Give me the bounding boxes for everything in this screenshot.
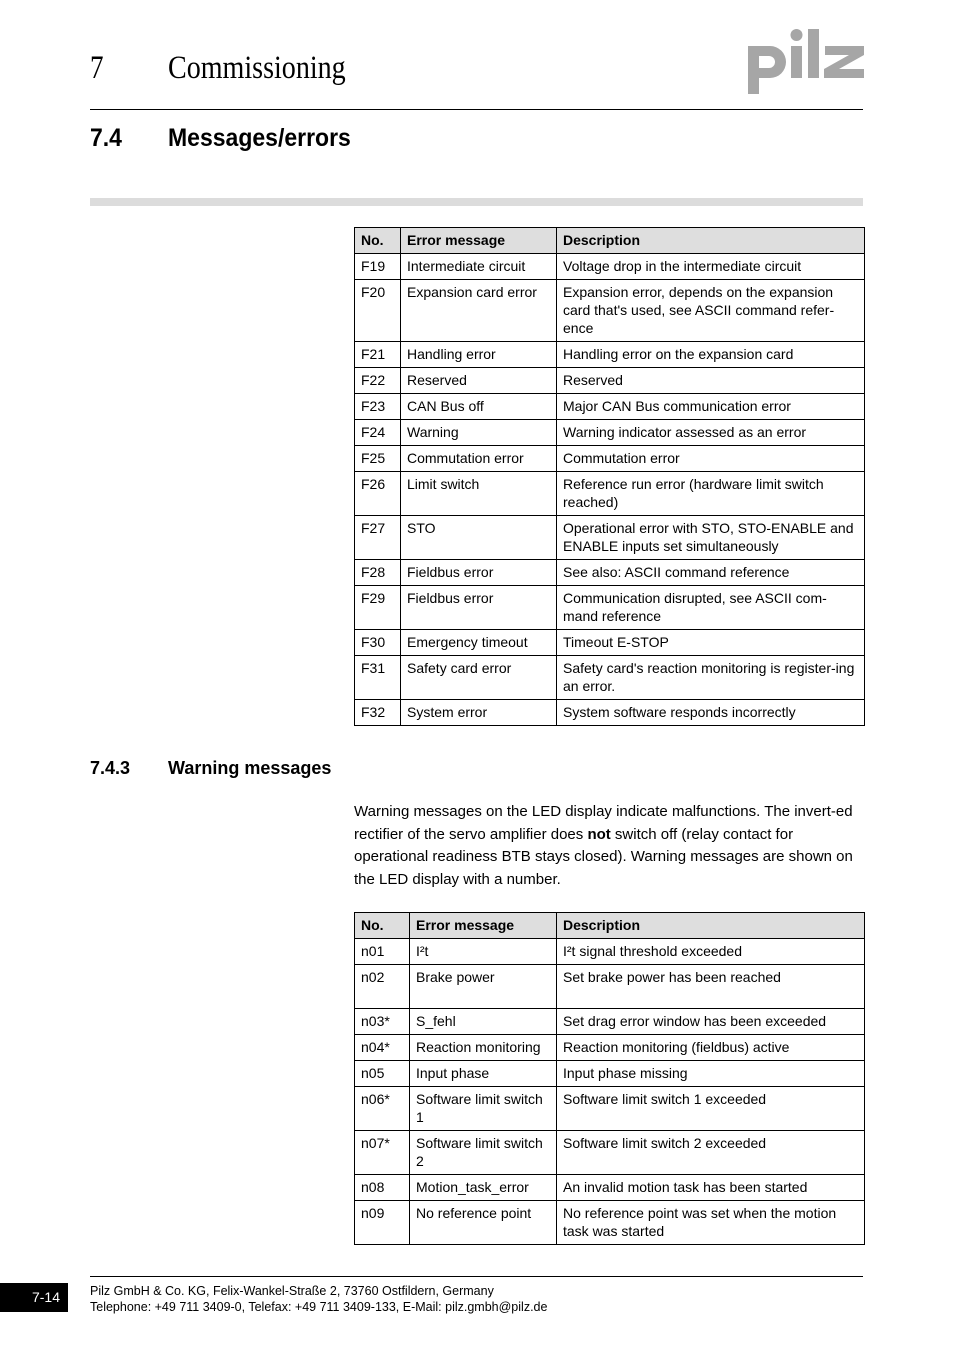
cell-no: F22 <box>355 368 401 394</box>
table-row <box>355 1009 865 1035</box>
cell-error-message: Safety card error <box>401 656 557 700</box>
cell-no: F26 <box>355 472 401 516</box>
cell-no: n07* <box>355 1131 410 1175</box>
cell-no: F25 <box>355 446 401 472</box>
cell-description: Safety card's reaction monitoring is register-ing an error. <box>557 656 865 700</box>
column-header-error-message: Error message <box>410 913 557 939</box>
table-row <box>355 630 865 656</box>
cell-error-message: Software limit switch 1 <box>410 1087 557 1131</box>
section-band <box>90 198 863 206</box>
table-row <box>355 656 865 700</box>
cell-error-message: Commutation error <box>401 446 557 472</box>
cell-error-message: Input phase <box>410 1061 557 1087</box>
cell-no: F32 <box>355 700 401 726</box>
table-row <box>355 965 865 1009</box>
subsection-number: 7.4.3 <box>90 758 131 778</box>
table-row <box>355 1131 865 1175</box>
cell-description: An invalid motion task has been started <box>557 1175 865 1201</box>
cell-error-message: Expansion card error <box>401 280 557 342</box>
table-row <box>355 368 865 394</box>
column-header-no: No. <box>355 913 410 939</box>
cell-no: n01 <box>355 939 410 965</box>
cell-no: n09 <box>355 1201 410 1245</box>
cell-error-message: Motion_task_error <box>410 1175 557 1201</box>
cell-description: Major CAN Bus communication error <box>557 394 865 420</box>
chapter-number: 7 <box>90 50 104 86</box>
cell-description: Warning indicator assessed as an error <box>557 420 865 446</box>
table-row <box>355 280 865 342</box>
cell-description: Voltage drop in the intermediate circuit <box>557 254 865 280</box>
header-divider <box>90 109 863 110</box>
cell-error-message: Reaction monitoring <box>410 1035 557 1061</box>
table-row <box>355 446 865 472</box>
cell-no: F27 <box>355 516 401 560</box>
column-header-description: Description <box>557 913 865 939</box>
chapter-title: Commissioning <box>168 50 346 86</box>
warning-table <box>354 912 865 1245</box>
table-row <box>355 1061 865 1087</box>
cell-error-message: No reference point <box>410 1201 557 1245</box>
column-header-error-message: Error message <box>401 228 557 254</box>
cell-description: System software responds incorrectly <box>557 700 865 726</box>
section-number: 7.4 <box>90 124 122 152</box>
pilz-logo-icon <box>746 28 866 96</box>
cell-description: Expansion error, depends on the expansion card that's used, see ASCII command refer-ence <box>557 280 865 342</box>
table-header-row <box>355 228 865 254</box>
cell-no: n02 <box>355 965 410 1009</box>
cell-no: F19 <box>355 254 401 280</box>
cell-error-message: Emergency timeout <box>401 630 557 656</box>
cell-description: Reserved <box>557 368 865 394</box>
error-table <box>354 227 865 726</box>
table-row <box>355 1035 865 1061</box>
table-row <box>355 516 865 560</box>
cell-no: n05 <box>355 1061 410 1087</box>
cell-no: F24 <box>355 420 401 446</box>
cell-error-message: CAN Bus off <box>401 394 557 420</box>
cell-description: Operational error with STO, STO-ENABLE and ENABLE inputs set simultaneously <box>557 516 865 560</box>
cell-error-message: System error <box>401 700 557 726</box>
cell-error-message: I²t <box>410 939 557 965</box>
cell-no: F29 <box>355 586 401 630</box>
cell-description: Set drag error window has been exceeded <box>557 1009 865 1035</box>
table-row <box>355 560 865 586</box>
paragraph-emphasis: not <box>587 825 611 843</box>
subsection-title: Warning messages <box>168 758 332 778</box>
section-title: Messages/errors <box>168 124 351 152</box>
cell-error-message: Reserved <box>401 368 557 394</box>
cell-no: F20 <box>355 280 401 342</box>
table-row <box>355 1175 865 1201</box>
cell-no: n08 <box>355 1175 410 1201</box>
column-header-no: No. <box>355 228 401 254</box>
cell-description: No reference point was set when the motion task was started <box>557 1201 865 1245</box>
cell-error-message: Fieldbus error <box>401 560 557 586</box>
footer-line-company: Pilz GmbH & Co. KG, Felix-Wankel-Straße 2, 73760 Ostfildern, Germany <box>90 1284 494 1298</box>
cell-description: Communication disrupted, see ASCII com-mand reference <box>557 586 865 630</box>
cell-error-message: Handling error <box>401 342 557 368</box>
cell-no: F31 <box>355 656 401 700</box>
cell-description: Handling error on the expansion card <box>557 342 865 368</box>
table-row <box>355 394 865 420</box>
cell-error-message: STO <box>401 516 557 560</box>
paragraph-text: switch off (relay contact for operational readiness BTB stays closed). Warning messages are shown on the LED display with a number. <box>354 825 853 888</box>
cell-error-message: Brake power <box>410 965 557 1009</box>
paragraph-text: Warning messages on the LED display indicate malfunctions. The invert-ed rectifier of the servo amplifier does <box>354 803 853 843</box>
cell-description: Software limit switch 2 exceeded <box>557 1131 865 1175</box>
cell-description: Input phase missing <box>557 1061 865 1087</box>
table-row <box>355 586 865 630</box>
warning-intro-paragraph <box>354 801 866 891</box>
column-header-description: Description <box>557 228 865 254</box>
footer-address <box>90 1283 547 1315</box>
table-row <box>355 700 865 726</box>
cell-error-message: S_fehl <box>410 1009 557 1035</box>
cell-no: F23 <box>355 394 401 420</box>
table-row <box>355 254 865 280</box>
cell-no: F28 <box>355 560 401 586</box>
table-row <box>355 939 865 965</box>
cell-no: n04* <box>355 1035 410 1061</box>
table-row <box>355 1201 865 1245</box>
cell-description: I²t signal threshold exceeded <box>557 939 865 965</box>
table-row <box>355 472 865 516</box>
cell-error-message: Warning <box>401 420 557 446</box>
footer-divider <box>90 1276 863 1277</box>
cell-no: n03* <box>355 1009 410 1035</box>
footer-line-contact: Telephone: +49 711 3409-0, Telefax: +49 711 3409-133, E-Mail: pilz.gmbh@pilz.de <box>90 1300 548 1314</box>
table-row <box>355 342 865 368</box>
cell-no: F30 <box>355 630 401 656</box>
cell-description: Software limit switch 1 exceeded <box>557 1087 865 1131</box>
cell-description: Commutation error <box>557 446 865 472</box>
page-number: 7-14 <box>0 1283 68 1312</box>
table-header-row <box>355 913 865 939</box>
cell-description: Set brake power has been reached <box>557 965 865 1009</box>
cell-description: Timeout E-STOP <box>557 630 865 656</box>
cell-description: Reaction monitoring (fieldbus) active <box>557 1035 865 1061</box>
cell-error-message: Intermediate circuit <box>401 254 557 280</box>
cell-no: n06* <box>355 1087 410 1131</box>
cell-description: Reference run error (hardware limit switch reached) <box>557 472 865 516</box>
table-row <box>355 1087 865 1131</box>
table-row <box>355 420 865 446</box>
cell-error-message: Fieldbus error <box>401 586 557 630</box>
cell-no: F21 <box>355 342 401 368</box>
cell-error-message: Limit switch <box>401 472 557 516</box>
cell-description: See also: ASCII command reference <box>557 560 865 586</box>
cell-error-message: Software limit switch 2 <box>410 1131 557 1175</box>
